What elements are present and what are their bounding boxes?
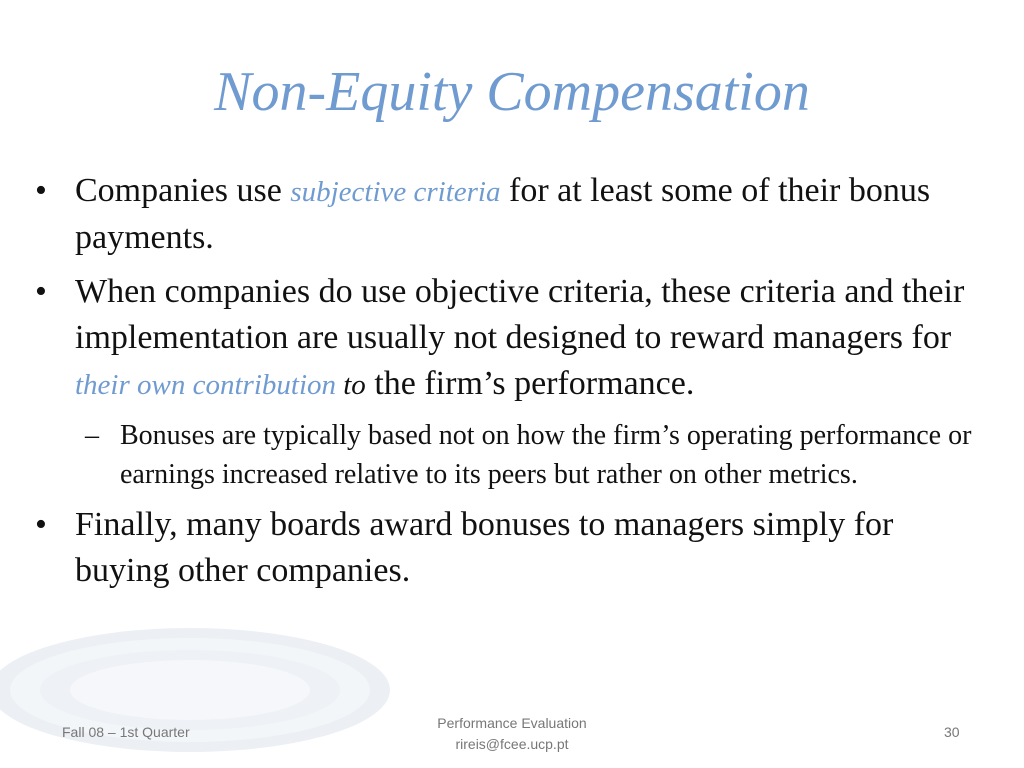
bullet-text: Finally, many boards award bonuses to managers simply for buying other companies. (75, 506, 894, 589)
footer-email: rireis@fcee.ucp.pt (455, 736, 569, 752)
bullet-item (35, 168, 995, 261)
footer-center (362, 713, 662, 755)
page-number: 30 (944, 724, 960, 740)
bullet-item (35, 502, 995, 594)
sub-bullet-text: Bonuses are typically based not on how the firm’s operating performance or earnings increased relative to its peers but rather on other metrics. (120, 420, 972, 490)
sub-bullet-marker: – (85, 420, 99, 451)
bullet-text: the firm’s performance. (365, 365, 695, 402)
bullet-item (35, 269, 995, 408)
emphasis-text: their own contribution (75, 369, 336, 401)
emphasis-text: subjective criteria (290, 176, 501, 208)
bullet-text: When companies do use objective criteria, these criteria and their implementation are usually not designed to reward managers for (75, 273, 965, 356)
slide-body (35, 168, 995, 602)
footer-course-title: Performance Evaluation (437, 715, 587, 731)
slide-title: Non-Equity Compensation (214, 61, 810, 123)
bullet-text: for at least some of their bonus payments. (75, 172, 931, 256)
emphasis-text: to (336, 369, 366, 401)
bullet-text: Companies use (75, 172, 291, 209)
sub-bullet-item (35, 416, 995, 494)
bullet-marker: • (35, 172, 47, 209)
bullet-marker: • (35, 273, 47, 310)
footer-date: Fall 08 – 1st Quarter (62, 724, 190, 740)
bullet-marker: • (35, 506, 47, 543)
